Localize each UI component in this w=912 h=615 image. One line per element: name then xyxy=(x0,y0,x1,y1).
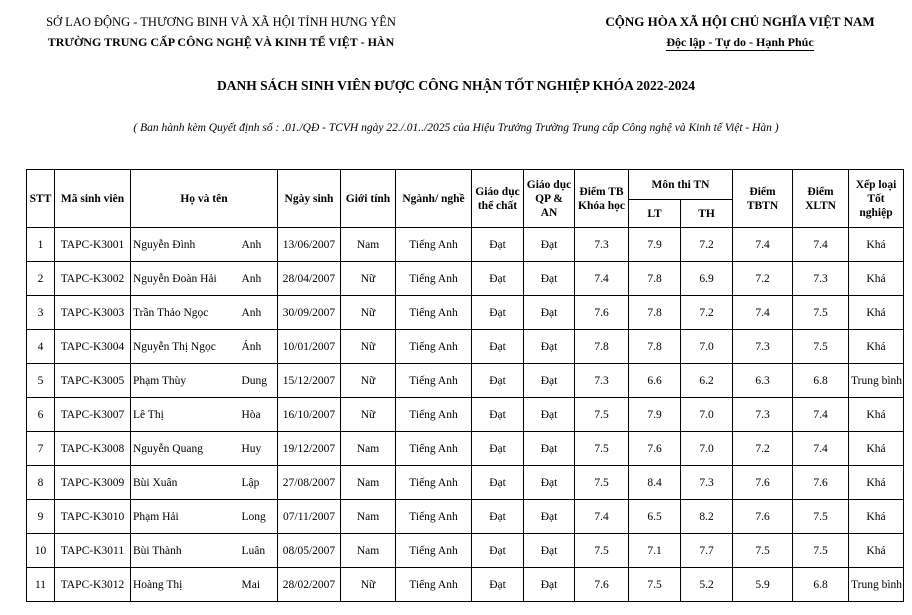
cell-gender: Nam xyxy=(341,466,396,500)
cell-graduation-average: 7.3 xyxy=(733,330,793,364)
cell-student-id: TAPC-K3004 xyxy=(55,330,131,364)
cell-birth-date: 28/02/2007 xyxy=(278,568,341,602)
cell-course-average: 7.5 xyxy=(575,432,629,466)
cell-student-id: TAPC-K3007 xyxy=(55,398,131,432)
cell-gender: Nữ xyxy=(341,364,396,398)
cell-physical-education: Đạt xyxy=(472,262,524,296)
cell-stt: 8 xyxy=(27,466,55,500)
cell-graduation-rating-score: 7.4 xyxy=(793,228,849,262)
cell-theory-score: 7.6 xyxy=(629,432,681,466)
cell-physical-education: Đạt xyxy=(472,568,524,602)
cell-graduation-average: 7.3 xyxy=(733,398,793,432)
cell-graduation-rank: Khá xyxy=(849,432,904,466)
cell-family-name: Phạm Thùy xyxy=(131,364,240,398)
cell-graduation-rank: Khá xyxy=(849,534,904,568)
table-row xyxy=(27,398,904,432)
cell-family-name: Nguyễn Đình xyxy=(131,228,240,262)
cell-birth-date: 08/05/2007 xyxy=(278,534,341,568)
cell-student-id: TAPC-K3012 xyxy=(55,568,131,602)
cell-given-name: Dung xyxy=(240,364,278,398)
page-title: DANH SÁCH SINH VIÊN ĐƯỢC CÔNG NHẬN TỐT NGHIỆP KHÓA 2022-2024 xyxy=(216,78,696,93)
cell-family-name: Nguyễn Đoàn Hải xyxy=(131,262,240,296)
cell-stt: 10 xyxy=(27,534,55,568)
cell-graduation-average: 7.5 xyxy=(733,534,793,568)
cell-physical-education: Đạt xyxy=(472,364,524,398)
header-major: Ngành/ nghề xyxy=(396,170,472,228)
cell-graduation-rating-score: 7.5 xyxy=(793,296,849,330)
cell-defense-education: Đạt xyxy=(524,568,575,602)
cell-course-average: 7.8 xyxy=(575,330,629,364)
cell-stt: 9 xyxy=(27,500,55,534)
cell-practice-score: 7.0 xyxy=(681,330,733,364)
cell-gender: Nam xyxy=(341,432,396,466)
cell-theory-score: 7.1 xyxy=(629,534,681,568)
cell-gender: Nữ xyxy=(341,330,396,364)
cell-course-average: 7.5 xyxy=(575,398,629,432)
cell-major: Tiếng Anh xyxy=(396,262,472,296)
cell-birth-date: 15/12/2007 xyxy=(278,364,341,398)
cell-family-name: Nguyễn Thị Ngọc xyxy=(131,330,240,364)
cell-student-id: TAPC-K3008 xyxy=(55,432,131,466)
header-exam-subjects: Môn thi TN xyxy=(629,170,733,200)
national-title: CỘNG HÒA XÃ HỘI CHỦ NGHĨA VIỆT NAM xyxy=(605,14,875,29)
cell-graduation-rating-score: 6.8 xyxy=(793,568,849,602)
cell-graduation-rating-score: 7.4 xyxy=(793,398,849,432)
cell-graduation-average: 7.4 xyxy=(733,296,793,330)
cell-course-average: 7.3 xyxy=(575,228,629,262)
header-student-id: Mã sinh viên xyxy=(55,170,131,228)
cell-theory-score: 7.5 xyxy=(629,568,681,602)
cell-graduation-average: 7.2 xyxy=(733,432,793,466)
header-practice: TH xyxy=(681,200,733,228)
cell-major: Tiếng Anh xyxy=(396,330,472,364)
cell-student-id: TAPC-K3005 xyxy=(55,364,131,398)
table-row xyxy=(27,500,904,534)
cell-gender: Nam xyxy=(341,228,396,262)
cell-practice-score: 5.2 xyxy=(681,568,733,602)
cell-family-name: Hoàng Thị xyxy=(131,568,240,602)
cell-defense-education: Đạt xyxy=(524,432,575,466)
header-left xyxy=(36,12,406,52)
cell-birth-date: 13/06/2007 xyxy=(278,228,341,262)
cell-major: Tiếng Anh xyxy=(396,228,472,262)
cell-graduation-rank: Khá xyxy=(849,228,904,262)
cell-physical-education: Đạt xyxy=(472,228,524,262)
department-name: SỞ LAO ĐỘNG - THƯƠNG BINH VÀ XÃ HỘI TỈNH HƯNG YÊN xyxy=(46,15,396,29)
header-physical-education: Giáo dục thể chất xyxy=(472,170,524,228)
cell-given-name: Anh xyxy=(240,296,278,330)
cell-theory-score: 6.6 xyxy=(629,364,681,398)
header-defense-education: Giáo dục QP & AN xyxy=(524,170,575,228)
cell-graduation-rank: Trung bình xyxy=(849,364,904,398)
cell-physical-education: Đạt xyxy=(472,398,524,432)
cell-graduation-rating-score: 7.4 xyxy=(793,432,849,466)
cell-given-name: Hòa xyxy=(240,398,278,432)
cell-theory-score: 7.8 xyxy=(629,296,681,330)
cell-defense-education: Đạt xyxy=(524,228,575,262)
cell-family-name: Lê Thị xyxy=(131,398,240,432)
cell-graduation-rank: Trung bình xyxy=(849,568,904,602)
cell-graduation-rank: Khá xyxy=(849,296,904,330)
cell-physical-education: Đạt xyxy=(472,534,524,568)
header-stt: STT xyxy=(27,170,55,228)
cell-course-average: 7.4 xyxy=(575,500,629,534)
cell-theory-score: 7.8 xyxy=(629,262,681,296)
header-gender: Giới tính xyxy=(341,170,396,228)
cell-major: Tiếng Anh xyxy=(396,500,472,534)
cell-graduation-rating-score: 7.5 xyxy=(793,330,849,364)
cell-major: Tiếng Anh xyxy=(396,296,472,330)
cell-gender: Nữ xyxy=(341,262,396,296)
cell-stt: 1 xyxy=(27,228,55,262)
cell-major: Tiếng Anh xyxy=(396,568,472,602)
cell-graduation-rank: Khá xyxy=(849,330,904,364)
cell-given-name: Long xyxy=(240,500,278,534)
cell-birth-date: 28/04/2007 xyxy=(278,262,341,296)
header-graduation-rank: Xếp loại Tốt nghiệp xyxy=(849,170,904,228)
cell-gender: Nam xyxy=(341,500,396,534)
table-row xyxy=(27,432,904,466)
cell-theory-score: 6.5 xyxy=(629,500,681,534)
table-row xyxy=(27,364,904,398)
cell-physical-education: Đạt xyxy=(472,500,524,534)
cell-graduation-rank: Khá xyxy=(849,466,904,500)
cell-graduation-average: 7.6 xyxy=(733,466,793,500)
table-row xyxy=(27,330,904,364)
cell-family-name: Trần Thảo Ngọc xyxy=(131,296,240,330)
table-row xyxy=(27,466,904,500)
cell-practice-score: 8.2 xyxy=(681,500,733,534)
cell-graduation-average: 6.3 xyxy=(733,364,793,398)
cell-defense-education: Đạt xyxy=(524,500,575,534)
cell-given-name: Lập xyxy=(240,466,278,500)
cell-major: Tiếng Anh xyxy=(396,466,472,500)
cell-family-name: Nguyễn Quang xyxy=(131,432,240,466)
cell-physical-education: Đạt xyxy=(472,466,524,500)
cell-major: Tiếng Anh xyxy=(396,432,472,466)
cell-stt: 4 xyxy=(27,330,55,364)
table-row xyxy=(27,568,904,602)
table-row xyxy=(27,262,904,296)
header-graduation-average: Điểm TBTN xyxy=(733,170,793,228)
cell-gender: Nữ xyxy=(341,398,396,432)
header-full-name: Họ và tên xyxy=(131,170,278,228)
header-graduation-rating-score: Điểm XLTN xyxy=(793,170,849,228)
cell-physical-education: Đạt xyxy=(472,296,524,330)
header-theory: LT xyxy=(629,200,681,228)
cell-physical-education: Đạt xyxy=(472,432,524,466)
cell-student-id: TAPC-K3002 xyxy=(55,262,131,296)
header-right xyxy=(590,12,890,52)
cell-theory-score: 8.4 xyxy=(629,466,681,500)
cell-practice-score: 7.0 xyxy=(681,398,733,432)
cell-defense-education: Đạt xyxy=(524,398,575,432)
header-course-average: Điểm TB Khóa học xyxy=(575,170,629,228)
table-row xyxy=(27,228,904,262)
cell-defense-education: Đạt xyxy=(524,296,575,330)
cell-course-average: 7.3 xyxy=(575,364,629,398)
cell-gender: Nam xyxy=(341,534,396,568)
cell-practice-score: 6.2 xyxy=(681,364,733,398)
cell-stt: 11 xyxy=(27,568,55,602)
cell-graduation-rating-score: 7.6 xyxy=(793,466,849,500)
school-name: TRƯỜNG TRUNG CẤP CÔNG NGHỆ VÀ KINH TẾ VIỆT - HÀN xyxy=(47,35,395,49)
cell-practice-score: 7.3 xyxy=(681,466,733,500)
cell-birth-date: 16/10/2007 xyxy=(278,398,341,432)
cell-defense-education: Đạt xyxy=(524,466,575,500)
cell-gender: Nữ xyxy=(341,296,396,330)
cell-given-name: Mai xyxy=(240,568,278,602)
cell-family-name: Bùi Xuân xyxy=(131,466,240,500)
cell-stt: 3 xyxy=(27,296,55,330)
cell-defense-education: Đạt xyxy=(524,330,575,364)
cell-theory-score: 7.9 xyxy=(629,398,681,432)
page-subtitle: ( Ban hành kèm Quyết định số : .01./QĐ - TCVH ngày 22./.01../2025 của Hiệu Trưởng Trường Trung cấp Công nghệ và Kinh tế Việt - Hàn ) xyxy=(133,122,779,134)
cell-graduation-average: 7.6 xyxy=(733,500,793,534)
graduates-table xyxy=(26,169,904,602)
cell-birth-date: 07/11/2007 xyxy=(278,500,341,534)
cell-major: Tiếng Anh xyxy=(396,398,472,432)
cell-birth-date: 19/12/2007 xyxy=(278,432,341,466)
cell-student-id: TAPC-K3001 xyxy=(55,228,131,262)
cell-birth-date: 10/01/2007 xyxy=(278,330,341,364)
cell-stt: 7 xyxy=(27,432,55,466)
cell-major: Tiếng Anh xyxy=(396,364,472,398)
cell-course-average: 7.5 xyxy=(575,534,629,568)
cell-defense-education: Đạt xyxy=(524,534,575,568)
cell-practice-score: 7.0 xyxy=(681,432,733,466)
table-row xyxy=(27,534,904,568)
cell-graduation-rating-score: 6.8 xyxy=(793,364,849,398)
cell-birth-date: 27/08/2007 xyxy=(278,466,341,500)
cell-gender: Nữ xyxy=(341,568,396,602)
cell-graduation-average: 7.2 xyxy=(733,262,793,296)
cell-given-name: Anh xyxy=(240,262,278,296)
cell-given-name: Huy xyxy=(240,432,278,466)
cell-student-id: TAPC-K3003 xyxy=(55,296,131,330)
cell-stt: 2 xyxy=(27,262,55,296)
cell-major: Tiếng Anh xyxy=(396,534,472,568)
cell-practice-score: 7.2 xyxy=(681,228,733,262)
cell-given-name: Ánh xyxy=(240,330,278,364)
cell-graduation-rank: Khá xyxy=(849,500,904,534)
cell-graduation-rating-score: 7.5 xyxy=(793,500,849,534)
cell-practice-score: 6.9 xyxy=(681,262,733,296)
national-motto: Độc lập - Tự do - Hạnh Phúc xyxy=(666,35,814,49)
cell-theory-score: 7.9 xyxy=(629,228,681,262)
cell-course-average: 7.5 xyxy=(575,466,629,500)
cell-given-name: Luân xyxy=(240,534,278,568)
cell-graduation-rating-score: 7.5 xyxy=(793,534,849,568)
cell-graduation-rank: Khá xyxy=(849,262,904,296)
cell-defense-education: Đạt xyxy=(524,364,575,398)
cell-stt: 6 xyxy=(27,398,55,432)
cell-student-id: TAPC-K3009 xyxy=(55,466,131,500)
cell-graduation-average: 7.4 xyxy=(733,228,793,262)
cell-family-name: Bùi Thành xyxy=(131,534,240,568)
cell-physical-education: Đạt xyxy=(472,330,524,364)
cell-practice-score: 7.2 xyxy=(681,296,733,330)
cell-stt: 5 xyxy=(27,364,55,398)
cell-student-id: TAPC-K3010 xyxy=(55,500,131,534)
table-row xyxy=(27,296,904,330)
header-birth-date: Ngày sinh xyxy=(278,170,341,228)
cell-practice-score: 7.7 xyxy=(681,534,733,568)
cell-defense-education: Đạt xyxy=(524,262,575,296)
cell-family-name: Phạm Hải xyxy=(131,500,240,534)
cell-birth-date: 30/09/2007 xyxy=(278,296,341,330)
cell-course-average: 7.4 xyxy=(575,262,629,296)
cell-course-average: 7.6 xyxy=(575,296,629,330)
cell-graduation-average: 5.9 xyxy=(733,568,793,602)
cell-given-name: Anh xyxy=(240,228,278,262)
cell-graduation-rank: Khá xyxy=(849,398,904,432)
cell-course-average: 7.6 xyxy=(575,568,629,602)
cell-theory-score: 7.8 xyxy=(629,330,681,364)
cell-graduation-rating-score: 7.3 xyxy=(793,262,849,296)
cell-student-id: TAPC-K3011 xyxy=(55,534,131,568)
